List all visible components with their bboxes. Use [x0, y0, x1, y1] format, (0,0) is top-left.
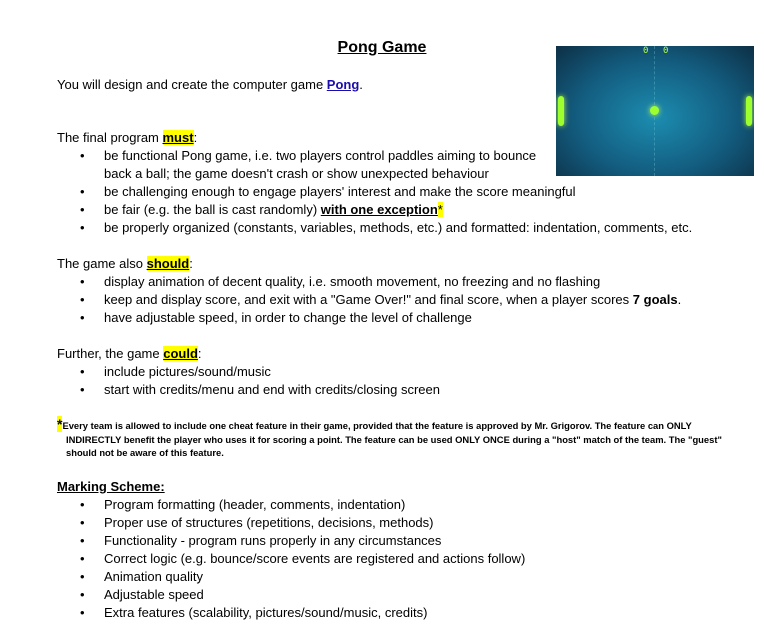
could-heading: Further, the game could: [57, 346, 202, 361]
list-item: • be functional Pong game, i.e. two players control paddles aiming to bounce back a ball; the game doesn't crash or show unexpected behaviour [57, 147, 692, 183]
exception-star: * [437, 202, 443, 217]
list-item: • Proper use of structures (repetitions, decisions, methods) [57, 514, 525, 532]
list-item: • have adjustable speed, in order to change the level of challenge [57, 309, 681, 327]
page-title: Pong Game [337, 39, 427, 56]
right-score: 0 [663, 46, 669, 56]
list-item: • be challenging enough to engage players' interest and make the score meaningful [57, 183, 692, 201]
pong-link[interactable]: Pong [326, 77, 360, 92]
ball [650, 106, 659, 115]
right-paddle [746, 96, 752, 126]
marking-heading: Marking Scheme: [57, 479, 165, 494]
must-keyword: must [162, 130, 194, 145]
list-item: • be fair (e.g. the ball is cast randomly) with one exception* [57, 201, 692, 219]
one-exception-text: with one exception [320, 202, 438, 217]
list-item: • Program formatting (header, comments, indentation) [57, 496, 525, 514]
list-item: • Correct logic (e.g. bounce/score events are registered and actions follow) [57, 550, 525, 568]
should-keyword: should [146, 256, 190, 271]
footnote-star: * [57, 416, 63, 432]
footnote: *Every team is allowed to include one cheat feature in their game, provided that the feature is approved by Mr. Grigorov. The feature can ONLY INDIRECTLY benefit the player who uses it for scoring a point. The feature can be used ONLY ONCE during a "host" match of the team. The "guest" should not be aware of this feature. [57, 416, 722, 458]
must-heading: The final program must: [57, 130, 198, 145]
could-list [57, 363, 440, 399]
list-item: • Extra features (scalability, pictures/sound/music, credits) [57, 604, 525, 622]
left-score: 0 [643, 46, 649, 56]
marking-list [57, 496, 525, 622]
list-item: • be properly organized (constants, variables, methods, etc.) and formatted: indentation, comments, etc. [57, 219, 692, 237]
left-paddle [558, 96, 564, 126]
must-list [57, 147, 692, 237]
intro-paragraph: You will design and create the computer game Pong. [57, 77, 363, 92]
list-item: • Functionality - program runs properly in any circumstances [57, 532, 525, 550]
seven-goals: 7 goals [632, 292, 678, 307]
list-item: • start with credits/menu and end with credits/closing screen [57, 381, 440, 399]
should-list [57, 273, 681, 327]
should-heading: The game also should: [57, 256, 193, 271]
list-item: • keep and display score, and exit with a "Game Over!" and final score, when a player scores 7 goals. [57, 291, 681, 309]
list-item: • include pictures/sound/music [57, 363, 440, 381]
list-item: • Animation quality [57, 568, 525, 586]
list-item: • Adjustable speed [57, 586, 525, 604]
list-item: • display animation of decent quality, i.e. smooth movement, no freezing and no flashing [57, 273, 681, 291]
could-keyword: could [163, 346, 198, 361]
